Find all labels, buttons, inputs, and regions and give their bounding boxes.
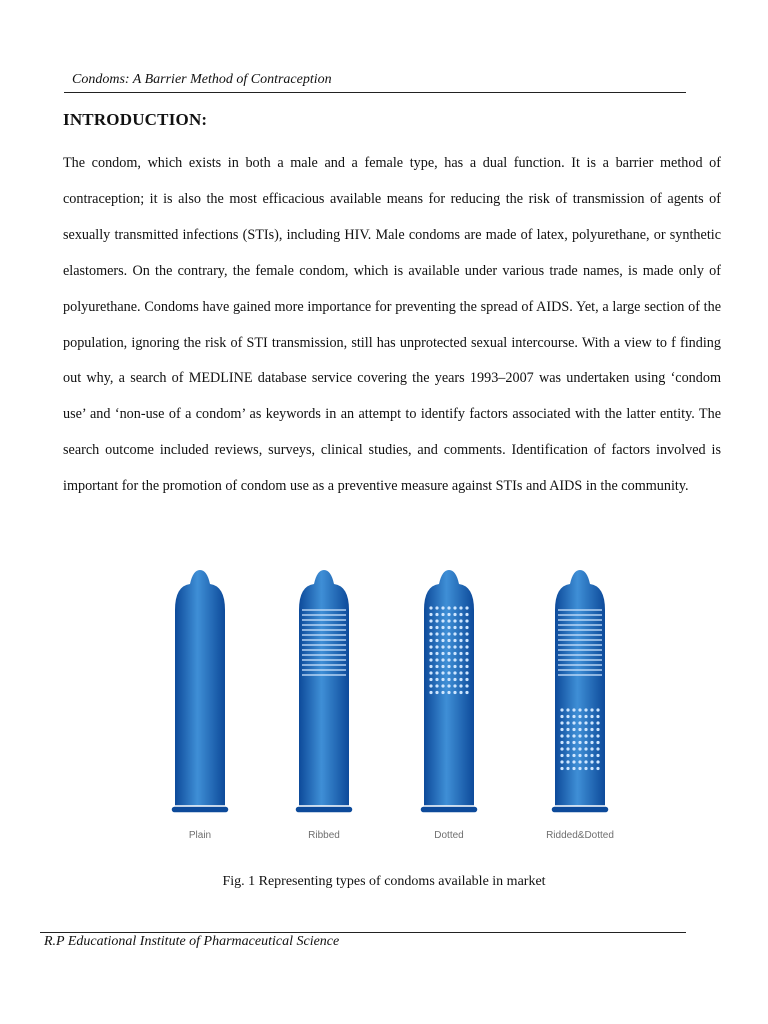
texture-dot	[453, 665, 456, 668]
texture-dot	[566, 760, 569, 763]
texture-dot	[447, 619, 450, 622]
texture-dot	[590, 715, 593, 718]
texture-dot	[429, 665, 432, 668]
texture-dot	[578, 754, 581, 757]
texture-dot	[578, 741, 581, 744]
texture-dot	[459, 671, 462, 674]
texture-dot	[435, 619, 438, 622]
texture-dot	[441, 684, 444, 687]
figure-label: Plain	[188, 830, 212, 841]
texture-dot	[453, 652, 456, 655]
texture-dot	[560, 767, 563, 770]
texture-dot	[596, 741, 599, 744]
texture-dot	[596, 728, 599, 731]
texture-dot	[584, 708, 587, 711]
texture-dot	[441, 626, 444, 629]
texture-dot	[447, 645, 450, 648]
texture-dot	[447, 658, 450, 661]
texture-dot	[447, 678, 450, 681]
texture-dot	[584, 741, 587, 744]
figure-label: Dotted	[434, 830, 464, 841]
texture-dot	[560, 741, 563, 744]
texture-dot	[560, 754, 563, 757]
texture-dot	[572, 721, 575, 724]
texture-dot	[447, 652, 450, 655]
texture-dot	[572, 708, 575, 711]
texture-dot	[429, 678, 432, 681]
texture-dot	[441, 691, 444, 694]
condom-dotted	[420, 570, 478, 841]
texture-dot	[435, 671, 438, 674]
texture-dot	[459, 632, 462, 635]
texture-dot	[465, 632, 468, 635]
texture-dot	[566, 734, 569, 737]
texture-dot	[578, 715, 581, 718]
texture-dot	[441, 619, 444, 622]
texture-dot	[578, 767, 581, 770]
texture-dot	[578, 728, 581, 731]
texture-dot	[441, 632, 444, 635]
texture-dot	[578, 747, 581, 750]
texture-dot	[447, 606, 450, 609]
texture-dot	[435, 632, 438, 635]
texture-dot	[566, 728, 569, 731]
intro-paragraph: The condom, which exists in both a male and a female type, has a dual function. It is a barrier method of contraception; it is also the most efficacious available means for reducing the risk of transmission of agents of sexually transmitted infections (STIs), including HIV. Male condoms are made of latex, polyurethane, or synthetic elastomers. On the contrary, the female condom, which is available under various trade names, is made only of polyurethane. Condoms have gained more importance for preventing the spread of AIDS. Yet, a large section of the population, ignoring the risk of STI transmission, still has unprotected sexual intercourse. With a view to f finding out why, a search of MEDLINE database service covering the years 1993–2007 was undertaken using ‘condom use’ and ‘non-use of a condom’ as keywords in an attempt to identify factors associated with the latter entity. The search outcome included reviews, surveys, clinical studies, and comments. Identification of factors involved is important for the promotion of condom use as a preventive measure against STIs and AIDS in the community.	[63, 155, 721, 495]
texture-dot	[596, 747, 599, 750]
texture-dot	[435, 606, 438, 609]
texture-dot	[560, 747, 563, 750]
texture-dot	[459, 613, 462, 616]
texture-dot	[566, 715, 569, 718]
texture-dot	[435, 691, 438, 694]
texture-dot	[596, 721, 599, 724]
texture-dot	[459, 606, 462, 609]
texture-dot	[590, 708, 593, 711]
condom-body	[175, 570, 225, 808]
texture-dot	[453, 639, 456, 642]
texture-dot	[560, 760, 563, 763]
texture-dot	[584, 715, 587, 718]
texture-dot	[596, 734, 599, 737]
texture-dot	[584, 721, 587, 724]
texture-dot	[435, 684, 438, 687]
texture-dot	[560, 734, 563, 737]
condom-illustration	[160, 560, 630, 850]
condom-ring	[420, 806, 478, 813]
texture-dot	[429, 671, 432, 674]
texture-dot	[465, 613, 468, 616]
texture-dot	[596, 708, 599, 711]
texture-dot	[590, 754, 593, 757]
texture-dot	[465, 639, 468, 642]
texture-dot	[465, 645, 468, 648]
footer-institute: R.P Educational Institute of Pharmaceutical Science	[44, 934, 340, 949]
texture-dot	[590, 747, 593, 750]
texture-dot	[441, 658, 444, 661]
texture-dot	[560, 721, 563, 724]
texture-dot	[435, 665, 438, 668]
condom-ridded-dotted	[546, 570, 614, 841]
texture-dot	[459, 684, 462, 687]
texture-dot	[572, 754, 575, 757]
texture-dot	[441, 671, 444, 674]
texture-dot	[560, 728, 563, 731]
texture-dot	[453, 619, 456, 622]
texture-dot	[459, 678, 462, 681]
texture-dot	[572, 728, 575, 731]
texture-dot	[590, 734, 593, 737]
header-divider	[64, 92, 686, 93]
texture-dot	[566, 767, 569, 770]
texture-dot	[429, 691, 432, 694]
texture-dot	[560, 715, 563, 718]
texture-dot	[447, 684, 450, 687]
texture-dot	[435, 626, 438, 629]
texture-dot	[465, 665, 468, 668]
texture-dot	[447, 671, 450, 674]
texture-dot	[429, 658, 432, 661]
texture-dot	[596, 767, 599, 770]
running-header: Condoms: A Barrier Method of Contraception	[72, 72, 332, 87]
texture-dot	[435, 652, 438, 655]
texture-dot	[578, 708, 581, 711]
texture-dot	[584, 734, 587, 737]
texture-dot	[435, 645, 438, 648]
texture-dot	[441, 613, 444, 616]
texture-dot	[465, 652, 468, 655]
texture-dot	[584, 760, 587, 763]
texture-dot	[453, 606, 456, 609]
condom-body	[555, 570, 605, 808]
texture-dot	[465, 626, 468, 629]
texture-dot	[459, 691, 462, 694]
texture-dot	[572, 741, 575, 744]
texture-dot	[596, 754, 599, 757]
condom-plain	[171, 570, 229, 841]
texture-dot	[453, 691, 456, 694]
texture-dot	[429, 652, 432, 655]
texture-dot	[596, 715, 599, 718]
texture-dot	[572, 760, 575, 763]
texture-dot	[596, 760, 599, 763]
texture-dot	[453, 626, 456, 629]
texture-dot	[590, 728, 593, 731]
texture-dot	[566, 741, 569, 744]
texture-dot	[465, 619, 468, 622]
figure-label: Ribbed	[308, 830, 340, 841]
texture-dot	[441, 678, 444, 681]
texture-dot	[429, 684, 432, 687]
figure-label: Ridded&Dotted	[546, 830, 614, 841]
texture-dot	[429, 626, 432, 629]
footer-divider	[40, 932, 686, 933]
texture-dot	[447, 613, 450, 616]
condom-body	[299, 570, 349, 808]
texture-dot	[459, 619, 462, 622]
texture-dot	[572, 747, 575, 750]
condom-ribbed	[295, 570, 353, 841]
texture-dot	[453, 671, 456, 674]
texture-dot	[447, 639, 450, 642]
texture-dot	[566, 708, 569, 711]
texture-dot	[584, 767, 587, 770]
texture-dot	[429, 632, 432, 635]
texture-dot	[453, 684, 456, 687]
texture-dot	[453, 678, 456, 681]
texture-dot	[459, 658, 462, 661]
condom-ring	[171, 806, 229, 813]
texture-dot	[465, 658, 468, 661]
texture-dot	[453, 632, 456, 635]
texture-dot	[465, 606, 468, 609]
condom-body	[424, 570, 474, 808]
texture-dot	[429, 619, 432, 622]
texture-dot	[453, 645, 456, 648]
texture-dot	[441, 652, 444, 655]
texture-dot	[572, 715, 575, 718]
texture-dot	[566, 747, 569, 750]
texture-dot	[465, 671, 468, 674]
texture-dot	[590, 741, 593, 744]
section-heading: INTRODUCTION:	[63, 110, 208, 129]
texture-dot	[590, 767, 593, 770]
texture-dot	[435, 678, 438, 681]
texture-dot	[435, 613, 438, 616]
texture-dot	[465, 684, 468, 687]
texture-dot	[441, 639, 444, 642]
texture-dot	[572, 734, 575, 737]
texture-dot	[435, 639, 438, 642]
texture-dot	[447, 632, 450, 635]
condom-ring	[295, 806, 353, 813]
texture-dot	[465, 691, 468, 694]
texture-dot	[429, 606, 432, 609]
texture-dot	[560, 708, 563, 711]
texture-dot	[590, 760, 593, 763]
texture-dot	[459, 665, 462, 668]
texture-dot	[441, 665, 444, 668]
texture-dot	[435, 658, 438, 661]
texture-dot	[578, 721, 581, 724]
texture-dot	[578, 760, 581, 763]
texture-dot	[578, 734, 581, 737]
texture-dot	[459, 626, 462, 629]
texture-dot	[429, 613, 432, 616]
texture-dot	[590, 721, 593, 724]
texture-dot	[459, 645, 462, 648]
texture-dot	[453, 658, 456, 661]
texture-dot	[447, 691, 450, 694]
texture-dot	[429, 645, 432, 648]
texture-dot	[584, 747, 587, 750]
texture-dot	[441, 645, 444, 648]
condom-types-figure	[160, 560, 630, 850]
texture-dot	[429, 639, 432, 642]
texture-dot	[465, 678, 468, 681]
texture-dot	[572, 767, 575, 770]
texture-dot	[584, 728, 587, 731]
texture-dot	[447, 665, 450, 668]
figure-caption: Fig. 1 Representing types of condoms available in market	[222, 874, 546, 889]
condom-ring	[551, 806, 609, 813]
texture-dot	[566, 754, 569, 757]
texture-dot	[453, 613, 456, 616]
texture-dot	[459, 652, 462, 655]
texture-dot	[459, 639, 462, 642]
texture-dot	[441, 606, 444, 609]
texture-dot	[447, 626, 450, 629]
texture-dot	[584, 754, 587, 757]
texture-dot	[566, 721, 569, 724]
